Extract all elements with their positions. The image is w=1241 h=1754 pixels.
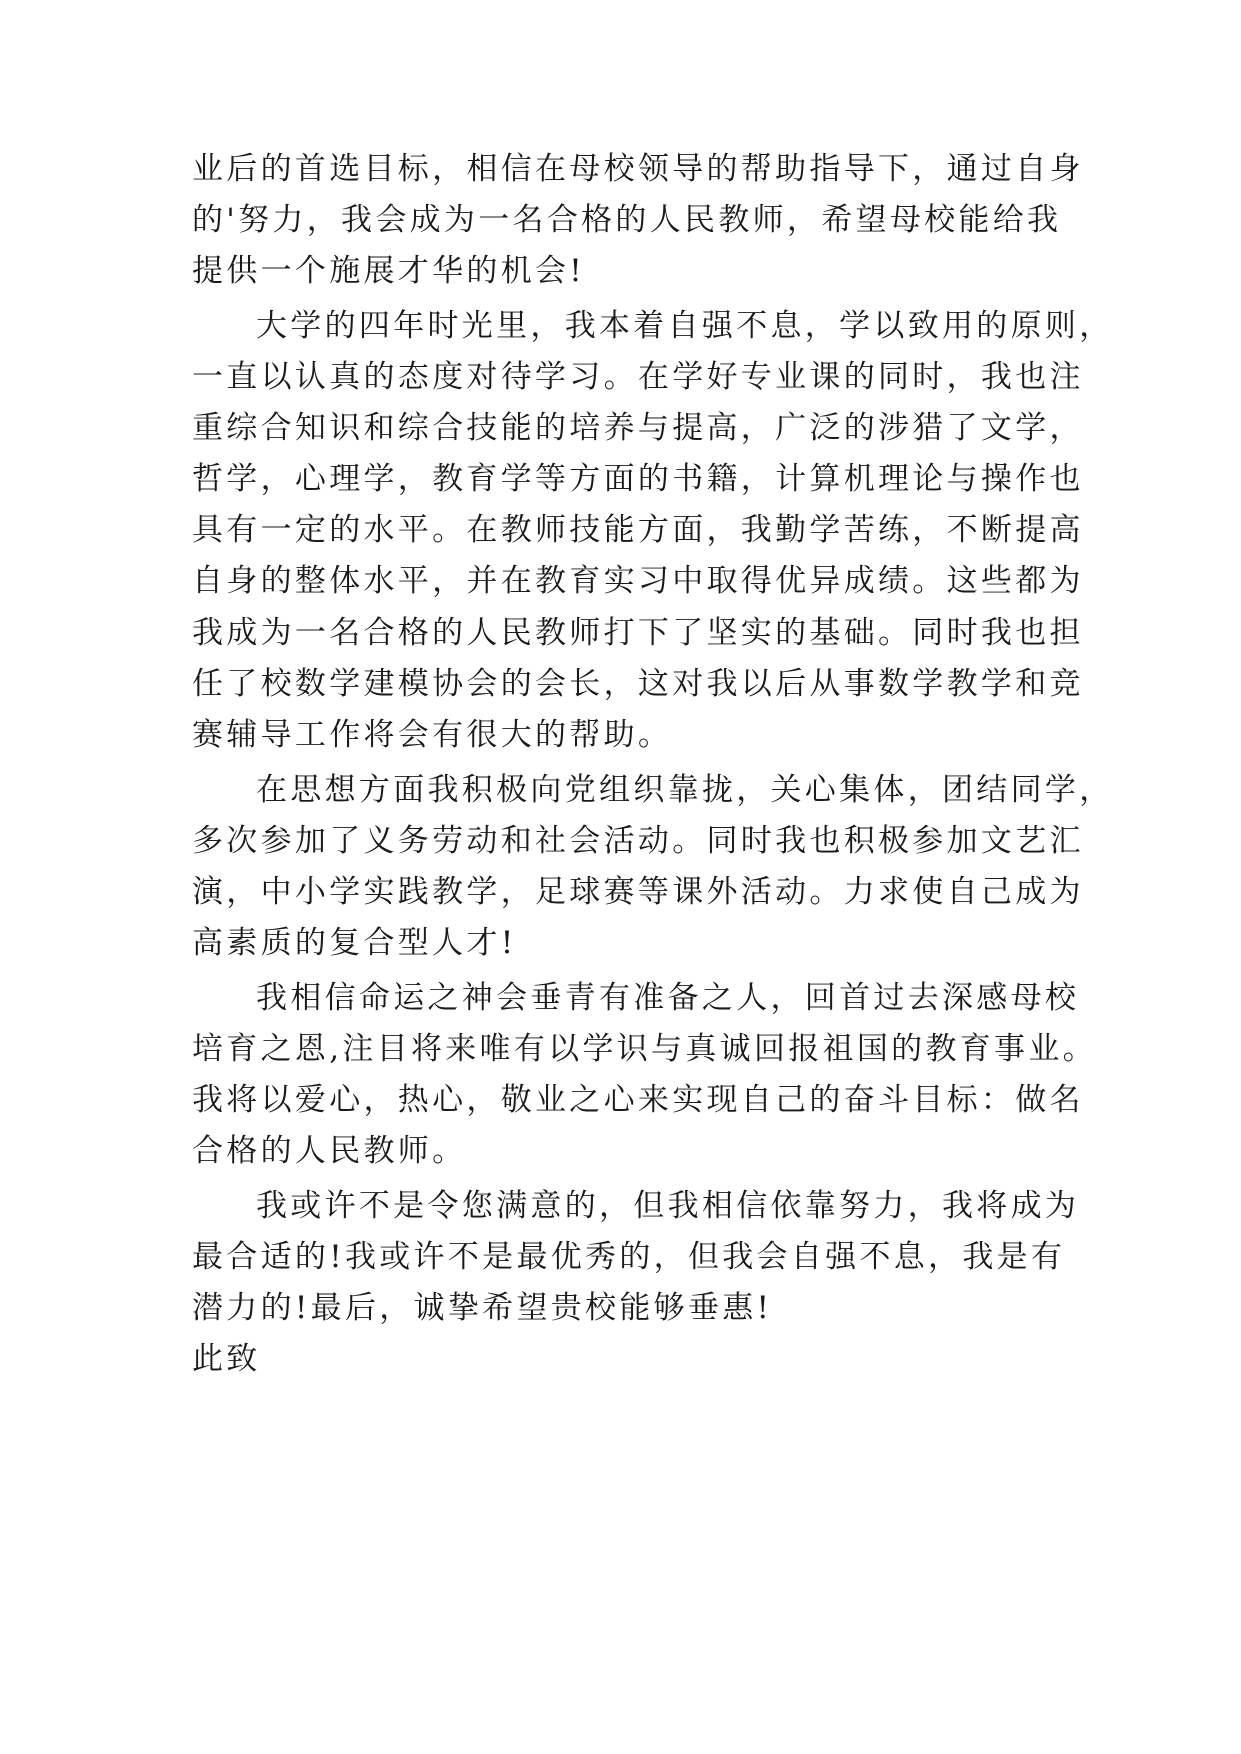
text-line: 高素质的复合型人才! [192, 925, 517, 961]
text-line: 演，中小学实践教学，足球赛等课外活动。力求使自己成为 [192, 874, 1084, 910]
text-line: 具有一定的水平。在教师技能方面，我勤学苦练，不断提高 [192, 512, 1084, 548]
text-line: 一直以认真的态度对待学习。在学好专业课的同时，我也注 [192, 359, 1084, 395]
text-line: 的'努力，我会成为一名合格的人民教师，希望母校能给我 [192, 202, 1062, 238]
text-line: 我将以爱心，热心，敬业之心来实现自己的奋斗目标：做名 [192, 1082, 1084, 1118]
text-line: 合格的人民教师。 [192, 1133, 467, 1169]
paragraph-first-line: 大学的四年时光里，我本着自强不息，学以致用的原则， [256, 308, 1114, 344]
text-line: 业后的首选目标，相信在母校领导的帮助指导下，通过自身 [192, 151, 1084, 187]
paragraph-first-line: 我或许不是令您满意的，但我相信依靠努力，我将成为 [256, 1188, 1080, 1224]
paragraph-first-line: 在思想方面我积极向党组织靠拢，关心集体，团结同学， [256, 772, 1114, 808]
text-line: 我成为一名合格的人民教师打下了坚实的基础。同时我也担 [192, 615, 1084, 651]
paragraph-first-line: 我相信命运之神会垂青有准备之人，回首过去深感母校 [256, 980, 1080, 1016]
closing-salutation: 此致 [192, 1341, 261, 1377]
text-line: 自身的整体水平，并在教育实习中取得优异成绩。这些都为 [192, 563, 1084, 599]
text-line: 培育之恩,注目将来唯有以学识与真诚回报祖国的教育事业。 [192, 1031, 1097, 1067]
text-line: 提供一个施展才华的机会! [192, 253, 586, 289]
text-line: 重综合知识和综合技能的培养与提高，广泛的涉猎了文学， [192, 410, 1084, 446]
text-line: 哲学，心理学，教育学等方面的书籍，计算机理论与操作也 [192, 461, 1084, 497]
text-line: 多次参加了义务劳动和社会活动。同时我也积极参加文艺汇 [192, 823, 1084, 859]
text-line: 潜力的!最后，诚挚希望贵校能够垂惠! [192, 1290, 773, 1326]
text-line: 最合适的!我或许不是最优秀的，但我会自强不息，我是有 [192, 1239, 1066, 1275]
text-line: 任了校数学建模协会的会长，这对我以后从事数学教学和竞 [192, 666, 1084, 702]
text-line: 赛辅导工作将会有很大的帮助。 [192, 717, 673, 753]
